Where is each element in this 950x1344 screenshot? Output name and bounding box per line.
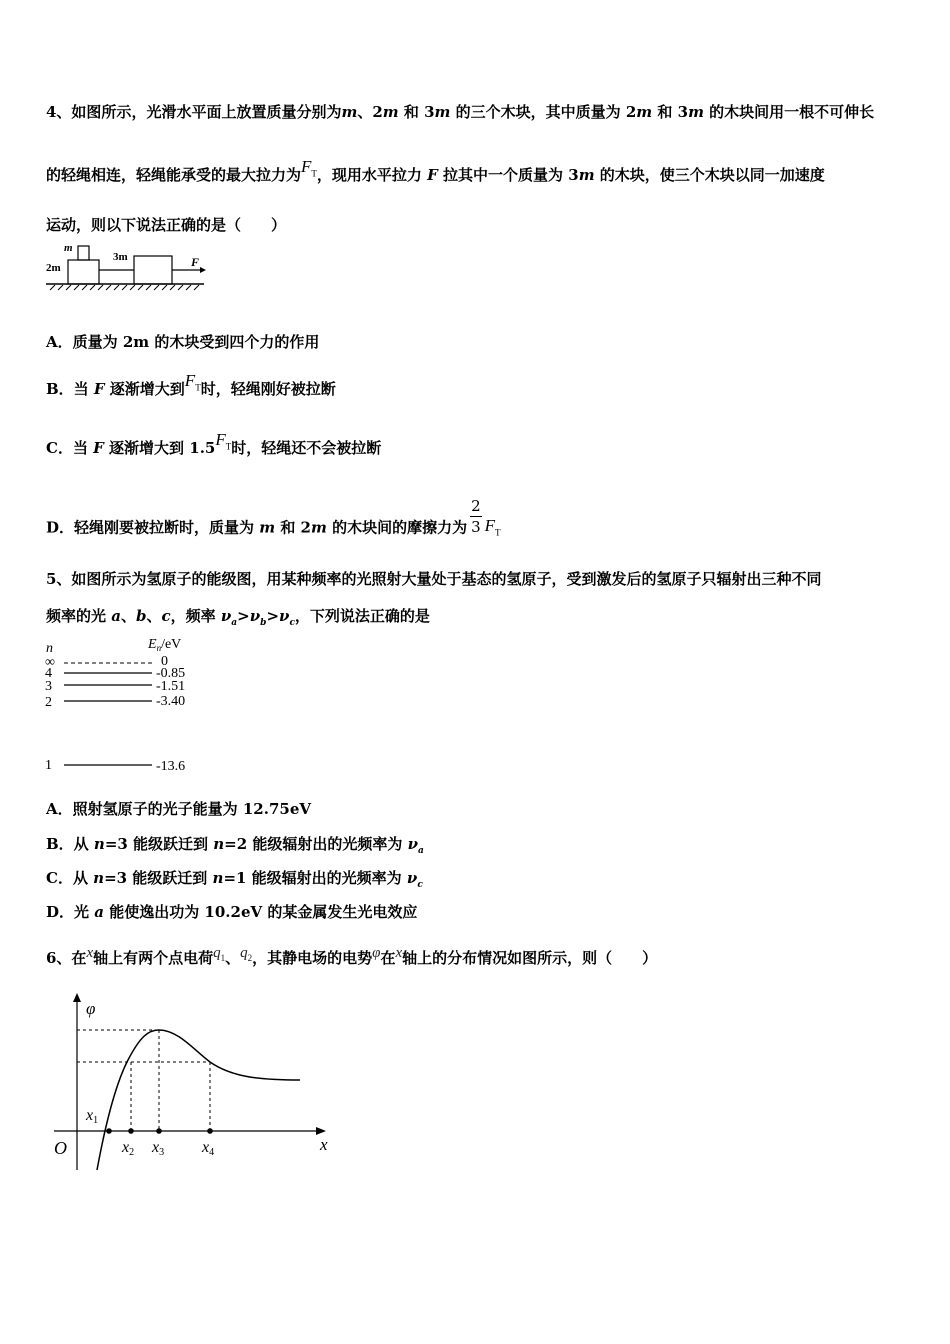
point-x2 [128, 1128, 134, 1134]
level-n-2: 2 [45, 695, 52, 710]
q5-option-d: D．光 a 能使逸出功为 10.2eV 的某金属发生光电效应 [46, 903, 418, 921]
level-n-1: 1 [45, 758, 52, 773]
q1-symbol: $q_1$ [213, 945, 226, 963]
q4-stem-line1: 4、如图所示，光滑水平面上放置质量分别为m、2m 和 3m 的三个木块，其中质量为 2m 和 3m 的木块间用一根不可伸长 [46, 103, 875, 121]
label-x4: x4 [202, 1139, 215, 1158]
x-axis-label: x [320, 1135, 328, 1154]
block-m [78, 246, 89, 260]
label-m: m [64, 242, 73, 254]
level-n-3: 3 [45, 679, 52, 694]
point-x1 [106, 1128, 112, 1134]
q4-blocks-figure [44, 242, 208, 294]
level-e-4: -0.85 [156, 666, 186, 681]
energy-axis-label: $E_n/eV$ [148, 637, 182, 653]
q4-option-b: B．当 F 逐渐增大到$F_T$时，轻绳刚好被拉断 [46, 371, 336, 398]
force-arrowhead [200, 267, 206, 273]
level-n-infinity: ∞ [45, 655, 55, 670]
origin-label: O [54, 1138, 67, 1158]
x-axis-arrowhead [316, 1127, 326, 1135]
level-e-1: -13.6 [156, 759, 186, 774]
block-3m [134, 256, 172, 284]
hydrogen-energy-level-diagram [40, 630, 210, 780]
q4-option-a: A．质量为 2m 的木块受到四个力的作用 [46, 333, 320, 351]
q4-stem-line3: 运动，则以下说法正确的是（ ） [46, 216, 287, 234]
q5-option-a: A．照射氢原子的光子能量为 12.75eV [46, 800, 312, 818]
q5-stem-line2: 频率的光 a、b、c，频率 $\nu_a>\nu_b>\nu_c$，下列说法正确的是 [46, 607, 430, 628]
q6-stem-line1: 6、在x轴上有两个点电荷$q_1$、$q_2$，其静电场的电势φ在x轴上的分布情况如图所示，则（ ） [46, 945, 658, 967]
level-n-4: 4 [45, 666, 52, 681]
y-axis-arrowhead [73, 993, 81, 1002]
level-e-infinity: 0 [161, 654, 168, 669]
ground-hatch [50, 285, 199, 290]
label-x2: x2 [122, 1139, 135, 1158]
n-axis-label: n [46, 641, 53, 656]
ft-symbol: $F_T$ [301, 157, 317, 179]
label-F: F [191, 255, 200, 269]
block-2m [68, 260, 99, 284]
level-e-2: -3.40 [156, 694, 186, 709]
q5-stem-line1: 5、如图所示为氢原子的能级图，用某种频率的光照射大量处于基态的氢原子，受到激发后的氢原子只辐射出三种不同 [46, 570, 822, 588]
label-x3: x3 [152, 1139, 165, 1158]
y-axis-label: φ [86, 999, 96, 1018]
q4-option-c: C．当 F 逐渐增大到 $1.5F_T$时，轻绳还不会被拉断 [46, 430, 382, 457]
q4-option-d: D．轻绳刚要被拉断时，质量为 m 和 2m 的木块间的摩擦力为 $\frac{2}{3}$ $F_T$ [46, 497, 501, 537]
label-3m: 3m [113, 251, 128, 263]
q4-stem-line2: 的轻绳相连，轻绳能承受的最大拉力为$F_T$，现用水平拉力 F 拉其中一个质量为 3m 的木块，使三个木块以同一加速度 [46, 157, 825, 184]
label-2m: 2m [46, 262, 61, 274]
level-e-3: -1.51 [156, 679, 186, 694]
q2-symbol: $q_2$ [240, 945, 253, 963]
point-x3 [156, 1128, 162, 1134]
potential-graph [48, 992, 338, 1177]
point-x4 [207, 1128, 213, 1134]
label-x1: x1 [86, 1107, 99, 1126]
fraction-two-thirds: $\frac{2}{3}$ [471, 497, 481, 536]
q5-option-b: B．从 n=3 能级跃迁到 n=2 能级辐射出的光频率为 $\nu_a$ [46, 835, 424, 856]
q5-option-c: C．从 n=3 能级跃迁到 n=1 能级辐射出的光频率为 $\nu_c$ [46, 869, 423, 890]
